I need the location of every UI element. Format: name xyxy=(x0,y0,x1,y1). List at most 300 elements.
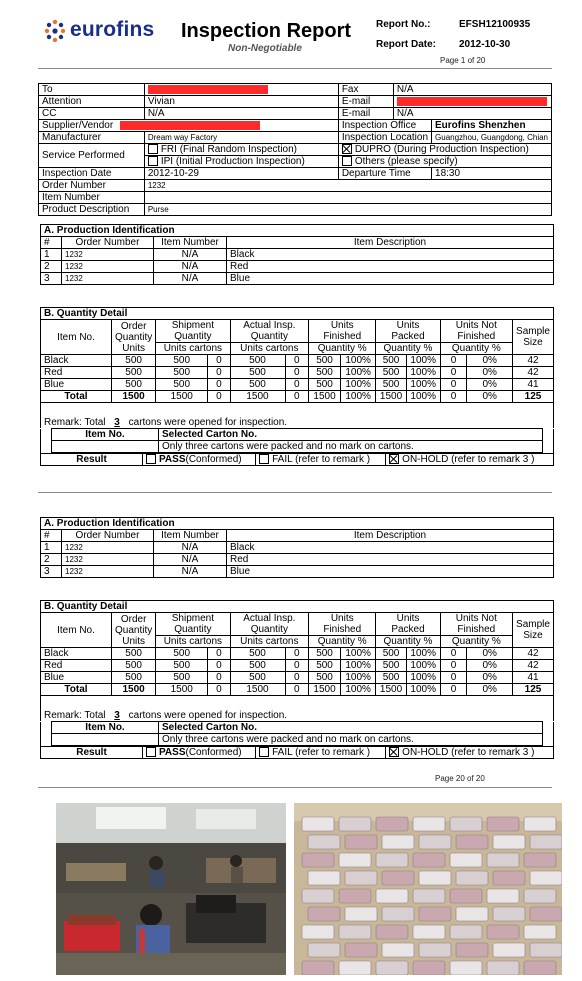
quantity-cell: 500 xyxy=(230,367,285,379)
qty-header-notfinished: Units Not Finished xyxy=(440,613,512,636)
result-pass[interactable] xyxy=(143,454,256,466)
qty-header-notfinished: Units Not Finished xyxy=(440,320,512,343)
attention-value xyxy=(144,96,338,108)
onhold-checkbox[interactable] xyxy=(389,454,399,464)
others-label: Others (please specify) xyxy=(354,156,458,167)
purse-pack xyxy=(345,943,377,957)
qty-subheader: Quantity % xyxy=(376,343,440,355)
qty-header-packed: Units Packed xyxy=(376,320,440,343)
qty-header-actual: Actual Insp. Quantity xyxy=(230,613,309,636)
qty-subheader: Units cartons xyxy=(156,343,230,355)
purse-pack xyxy=(345,907,377,921)
remark-line xyxy=(40,710,554,721)
quantity-cell: 500 xyxy=(376,367,406,379)
purse-pack xyxy=(302,961,334,975)
purses-photo xyxy=(294,803,562,975)
fail-checkbox[interactable] xyxy=(259,747,269,757)
fail-checkbox[interactable] xyxy=(259,454,269,464)
quantity-row xyxy=(41,672,554,684)
purse-pack xyxy=(493,835,525,849)
production-cell: N/A xyxy=(154,542,227,554)
redaction xyxy=(148,85,268,94)
production-cell: N/A xyxy=(154,273,227,285)
info-table xyxy=(38,83,552,216)
qty-header-finished: Units Finished xyxy=(309,613,376,636)
quantity-cell: 500 xyxy=(230,672,285,684)
quantity-cell: 500 xyxy=(309,355,341,367)
production-table xyxy=(40,224,554,285)
quantity-total-cell: 0 xyxy=(208,684,230,696)
pass-label: PASS xyxy=(159,747,186,758)
quantity-cell: 500 xyxy=(112,355,156,367)
quantity-table xyxy=(40,307,554,403)
remark-suffix: cartons were opened for inspection. xyxy=(128,417,288,428)
purse-pack xyxy=(308,943,340,957)
quantity-total-cell: 1500 xyxy=(112,391,156,403)
pass-checkbox[interactable] xyxy=(146,454,156,464)
result-fail[interactable] xyxy=(256,454,386,466)
dupro-option[interactable] xyxy=(338,144,551,156)
quantity-cell: 41 xyxy=(513,672,554,684)
qty-subheader: Quantity % xyxy=(309,636,376,648)
quantity-cell: 100% xyxy=(406,648,440,660)
purse-pack xyxy=(339,817,371,831)
fail-label: FAIL (refer to remark ) xyxy=(272,747,371,758)
quantity-cell: 0 xyxy=(208,660,230,672)
quantity-total-cell: 0 xyxy=(440,391,467,403)
others-option[interactable] xyxy=(338,156,551,168)
quantity-total-cell: 1500 xyxy=(309,684,341,696)
quantity-cell: 0 xyxy=(285,648,309,660)
quantity-cell: 0% xyxy=(467,660,513,672)
quantity-cell: 100% xyxy=(340,355,375,367)
production-cell: 1 xyxy=(41,249,62,261)
production-header: Order Number xyxy=(62,237,154,249)
ipi-label: IPI (Initial Production Inspection) xyxy=(160,156,305,167)
quantity-cell: 500 xyxy=(156,355,208,367)
quantity-total-cell: 1500 xyxy=(156,391,208,403)
quantity-total-row xyxy=(41,391,554,403)
quantity-cell: 0 xyxy=(440,355,467,367)
quantity-total-cell: 100% xyxy=(406,391,440,403)
remark-suffix: cartons were opened for inspection. xyxy=(128,710,288,721)
carton-note: Only three cartons were packed and no mark on cartons. xyxy=(159,441,543,453)
quantity-cell: 0 xyxy=(440,379,467,391)
quantity-cell: 41 xyxy=(513,379,554,391)
purse-pack xyxy=(339,961,371,975)
office-value: Eurofins Shenzhen xyxy=(432,120,552,132)
quantity-total-cell: 1500 xyxy=(230,684,285,696)
production-title: A. Production Identification xyxy=(41,225,554,237)
quantity-cell: 500 xyxy=(376,672,406,684)
purse-pack xyxy=(382,835,414,849)
purse-pack xyxy=(493,907,525,921)
onhold-label: ON-HOLD (refer to remark 3 ) xyxy=(402,747,535,758)
supplier-label: Supplier/Vendor xyxy=(42,120,114,131)
quantity-cell: 500 xyxy=(376,379,406,391)
quantity-cell: 500 xyxy=(156,379,208,391)
page-number-top: Page 1 of 20 xyxy=(440,56,486,65)
quantity-cell: 500 xyxy=(156,648,208,660)
production-cell: Black xyxy=(227,249,554,261)
quantity-total-cell: 1500 xyxy=(230,391,285,403)
item-value xyxy=(144,192,551,204)
email-label: E-mail xyxy=(338,96,393,108)
quantity-total-cell: 0% xyxy=(467,684,513,696)
production-header: Order Number xyxy=(62,530,154,542)
result-label: Result xyxy=(41,747,143,759)
report-no-value: EFSH12100935 xyxy=(459,19,531,30)
production-cell: 3 xyxy=(41,566,62,578)
quantity-cell: 500 xyxy=(230,660,285,672)
qty-header-item: Item No. xyxy=(41,613,112,648)
result-table xyxy=(40,453,554,466)
purse-pack xyxy=(487,925,519,939)
carton-note: Only three cartons were packed and no mark on cartons. xyxy=(159,734,543,746)
production-cell: 1232 xyxy=(62,261,154,273)
quantity-cell: 0% xyxy=(467,648,513,660)
report-no-label: Report No.: xyxy=(376,19,431,30)
production-cell: 1232 xyxy=(62,249,154,261)
purse-pack xyxy=(339,925,371,939)
quantity-total-cell: 100% xyxy=(340,684,375,696)
production-cell: 2 xyxy=(41,261,62,273)
dupro-checkbox[interactable] xyxy=(342,144,352,154)
to-label: To xyxy=(39,84,145,96)
quantity-cell: 500 xyxy=(309,672,341,684)
qty-subheader: Quantity % xyxy=(440,343,512,355)
purse-pack xyxy=(413,925,445,939)
product-label: Product Description xyxy=(39,204,145,216)
purse-pack xyxy=(524,853,556,867)
pass-suffix: (Conformed) xyxy=(185,454,242,465)
quantity-cell: 0 xyxy=(285,660,309,672)
purse-pack xyxy=(345,871,377,885)
purse-pack xyxy=(456,943,488,957)
result-onhold[interactable] xyxy=(386,747,554,759)
order-value: 1232 xyxy=(144,180,551,192)
purse-pack xyxy=(308,907,340,921)
fail-label: FAIL (refer to remark ) xyxy=(272,454,371,465)
quantity-cell: 0 xyxy=(285,367,309,379)
quantity-cell: 500 xyxy=(230,648,285,660)
production-cell: N/A xyxy=(154,554,227,566)
quantity-cell: 500 xyxy=(376,660,406,672)
fri-label: FRI (Final Random Inspection) xyxy=(160,144,297,155)
purse-pack xyxy=(456,907,488,921)
quantity-cell: 0 xyxy=(208,355,230,367)
qty-header-finished: Units Finished xyxy=(309,320,376,343)
production-row xyxy=(41,566,554,578)
quantity-row xyxy=(41,355,554,367)
quantity-total-cell: 100% xyxy=(406,684,440,696)
qty-subheader: Units cartons xyxy=(156,636,230,648)
office-label: Inspection Office xyxy=(338,120,431,132)
pass-suffix: (Conformed) xyxy=(185,747,242,758)
quantity-cell: Black xyxy=(41,355,112,367)
qty-subheader: Units cartons xyxy=(230,636,309,648)
quantity-cell: 100% xyxy=(406,379,440,391)
purse-pack xyxy=(302,853,334,867)
purse-pack xyxy=(376,853,408,867)
production-header: # xyxy=(41,530,62,542)
quantity-cell: 0 xyxy=(208,379,230,391)
quantity-row xyxy=(41,379,554,391)
production-table xyxy=(40,517,554,578)
fri-checkbox[interactable] xyxy=(148,144,158,154)
quantity-cell: 0 xyxy=(440,367,467,379)
remark-count: 3 xyxy=(114,710,120,721)
page-number-bottom: Page 20 of 20 xyxy=(435,774,485,783)
quantity-cell: 500 xyxy=(230,379,285,391)
purse-pack xyxy=(413,853,445,867)
purse-pack xyxy=(524,889,556,903)
quantity-total-cell: 0 xyxy=(285,391,309,403)
ipi-checkbox[interactable] xyxy=(148,156,158,166)
quantity-cell: 0% xyxy=(467,367,513,379)
manufacturer-value: Dream way Factory xyxy=(144,132,338,144)
quantity-cell: Red xyxy=(41,367,112,379)
purse-pack xyxy=(419,835,451,849)
production-cell: Red xyxy=(227,554,554,566)
quantity-cell: 500 xyxy=(112,672,156,684)
production-row xyxy=(41,261,554,273)
cc-value: N/A xyxy=(144,108,338,120)
manufacturer-label: Manufacturer xyxy=(39,132,145,144)
quantity-cell: 42 xyxy=(513,367,554,379)
remark-count: 3 xyxy=(114,417,120,428)
location-value: Guangzhou, Guangdong, Chian xyxy=(432,132,552,144)
quantity-total-cell: 0 xyxy=(208,391,230,403)
purse-pack xyxy=(530,907,562,921)
purse-pack xyxy=(524,925,556,939)
production-cell: 1 xyxy=(41,542,62,554)
quantity-cell: 0% xyxy=(467,355,513,367)
purse-pack xyxy=(382,943,414,957)
production-cell: N/A xyxy=(154,249,227,261)
logo-text: eurofins xyxy=(70,18,155,41)
report-date-value: 2012-10-30 xyxy=(459,39,511,50)
quantity-cell: 500 xyxy=(309,660,341,672)
quantity-cell: 100% xyxy=(340,648,375,660)
purse-pack xyxy=(487,853,519,867)
purse-pack xyxy=(487,889,519,903)
quantity-cell: 42 xyxy=(513,660,554,672)
quantity-row xyxy=(41,660,554,672)
carton-item-label: Item No. xyxy=(52,429,159,441)
factory-photo xyxy=(56,803,286,975)
quantity-cell: 500 xyxy=(112,660,156,672)
quantity-cell: 500 xyxy=(309,648,341,660)
purse-pack xyxy=(413,889,445,903)
quantity-total-cell: 125 xyxy=(513,391,554,403)
email2-label: E-mail xyxy=(338,108,393,120)
report-title: Inspection Report xyxy=(181,20,352,42)
dupro-label: DUPRO (During Production Inspection) xyxy=(354,144,529,155)
purse-pack xyxy=(487,817,519,831)
purse-pack xyxy=(524,961,556,975)
quantity-cell: 500 xyxy=(309,367,341,379)
production-cell: 2 xyxy=(41,554,62,566)
qty-header-sample: Sample Size xyxy=(513,320,554,355)
quantity-title: B. Quantity Detail xyxy=(41,308,554,320)
remark-prefix: Remark: Total xyxy=(44,417,106,428)
quantity-cell: 500 xyxy=(156,367,208,379)
location-label: Inspection Location xyxy=(338,132,431,144)
production-header: Item Description xyxy=(227,237,554,249)
qty-header-packed: Units Packed xyxy=(376,613,440,636)
quantity-total-cell: 125 xyxy=(513,684,554,696)
quantity-cell: 500 xyxy=(156,660,208,672)
production-header: Item Number xyxy=(154,530,227,542)
quantity-cell: 0 xyxy=(285,672,309,684)
quantity-total-row xyxy=(41,684,554,696)
production-row xyxy=(41,249,554,261)
purse-pack xyxy=(450,961,482,975)
quantity-cell: 500 xyxy=(230,355,285,367)
purse-pack xyxy=(450,925,482,939)
purse-pack xyxy=(450,889,482,903)
result-onhold[interactable] xyxy=(386,454,554,466)
quantity-cell: 0 xyxy=(440,648,467,660)
attention-label: Attention xyxy=(39,96,145,108)
production-cell: 1232 xyxy=(62,566,154,578)
ipi-option[interactable] xyxy=(144,156,338,168)
factory-photo-image xyxy=(56,803,286,975)
quantity-total-cell: 1500 xyxy=(376,391,406,403)
quantity-total-cell: 1500 xyxy=(156,684,208,696)
supplier-row xyxy=(39,120,339,132)
to-value xyxy=(144,84,338,96)
production-row xyxy=(41,542,554,554)
purse-pack xyxy=(376,889,408,903)
quantity-cell: 42 xyxy=(513,355,554,367)
divider xyxy=(38,68,552,69)
result-fail[interactable] xyxy=(256,747,386,759)
quantity-cell: 0% xyxy=(467,672,513,684)
purse-pack xyxy=(419,943,451,957)
purse-pack xyxy=(530,871,562,885)
eurofins-logo xyxy=(42,18,162,46)
onhold-label: ON-HOLD (refer to remark 3 ) xyxy=(402,454,535,465)
purse-pack xyxy=(493,871,525,885)
quantity-cell: 500 xyxy=(309,379,341,391)
quantity-cell: 0 xyxy=(285,355,309,367)
others-checkbox[interactable] xyxy=(342,156,352,166)
quantity-cell: 0 xyxy=(208,672,230,684)
quantity-cell: 100% xyxy=(340,367,375,379)
departure-label: Departure Time xyxy=(338,168,431,180)
purse-pack xyxy=(339,853,371,867)
quantity-cell: 100% xyxy=(406,367,440,379)
quantity-cell: Blue xyxy=(41,672,112,684)
carton-selected-label: Selected Carton No. xyxy=(159,429,543,441)
onhold-checkbox[interactable] xyxy=(389,747,399,757)
qty-header-ship: Shipment Quantity xyxy=(156,320,230,343)
purse-pack xyxy=(456,835,488,849)
quantity-cell: 42 xyxy=(513,648,554,660)
redaction xyxy=(120,121,260,130)
fax-label: Fax xyxy=(338,84,393,96)
quantity-cell: 100% xyxy=(406,355,440,367)
purse-pack xyxy=(339,889,371,903)
purse-pack xyxy=(376,817,408,831)
quantity-title: B. Quantity Detail xyxy=(41,601,554,613)
pass-checkbox[interactable] xyxy=(146,747,156,757)
purse-pack xyxy=(456,871,488,885)
quantity-total-cell: 1500 xyxy=(376,684,406,696)
eurofins-logo-icon xyxy=(42,18,68,44)
quantity-cell: 100% xyxy=(340,672,375,684)
purse-pack xyxy=(450,817,482,831)
section-2 xyxy=(40,517,554,759)
redaction xyxy=(397,97,547,106)
purse-pack xyxy=(524,817,556,831)
production-cell: Blue xyxy=(227,273,554,285)
quantity-total-cell: Total xyxy=(41,684,112,696)
quantity-cell: 500 xyxy=(112,367,156,379)
quantity-cell: 500 xyxy=(376,648,406,660)
production-header: Item Number xyxy=(154,237,227,249)
quantity-cell: 500 xyxy=(112,648,156,660)
result-table xyxy=(40,746,554,759)
result-pass[interactable] xyxy=(143,747,256,759)
purses-photo-image xyxy=(294,803,562,975)
email2-value: N/A xyxy=(393,108,551,120)
purse-pack xyxy=(382,907,414,921)
quantity-cell: 0 xyxy=(208,367,230,379)
qty-header-actual: Actual Insp. Quantity xyxy=(230,320,309,343)
email-value xyxy=(393,96,551,108)
production-cell: 1232 xyxy=(62,273,154,285)
quantity-cell: 0 xyxy=(440,660,467,672)
quantity-total-cell: 100% xyxy=(340,391,375,403)
purse-pack xyxy=(376,961,408,975)
purse-pack xyxy=(376,925,408,939)
production-row xyxy=(41,273,554,285)
qty-header-sample: Sample Size xyxy=(513,613,554,648)
production-cell: N/A xyxy=(154,566,227,578)
production-cell: N/A xyxy=(154,261,227,273)
remark-prefix: Remark: Total xyxy=(44,710,106,721)
divider xyxy=(38,787,552,788)
quantity-total-cell: 0 xyxy=(440,684,467,696)
purse-pack xyxy=(487,961,519,975)
inspection-date-value: 2012-10-29 xyxy=(144,168,338,180)
fri-option[interactable] xyxy=(144,144,338,156)
order-label: Order Number xyxy=(39,180,145,192)
quantity-cell: 100% xyxy=(406,660,440,672)
carton-table xyxy=(40,721,554,746)
production-cell: 1232 xyxy=(62,554,154,566)
quantity-cell: 0 xyxy=(440,672,467,684)
quantity-cell: 500 xyxy=(376,355,406,367)
quantity-row xyxy=(41,648,554,660)
purse-pack xyxy=(419,907,451,921)
quantity-cell: 100% xyxy=(340,379,375,391)
fax-value: N/A xyxy=(393,84,551,96)
purse-pack xyxy=(302,817,334,831)
quantity-table xyxy=(40,600,554,696)
quantity-cell: 500 xyxy=(156,672,208,684)
pass-label: PASS xyxy=(159,454,186,465)
section-1 xyxy=(40,224,554,466)
quantity-cell: 500 xyxy=(112,379,156,391)
qty-subheader: Quantity % xyxy=(440,636,512,648)
purse-pack xyxy=(302,889,334,903)
production-title: A. Production Identification xyxy=(41,518,554,530)
purse-pack xyxy=(493,943,525,957)
